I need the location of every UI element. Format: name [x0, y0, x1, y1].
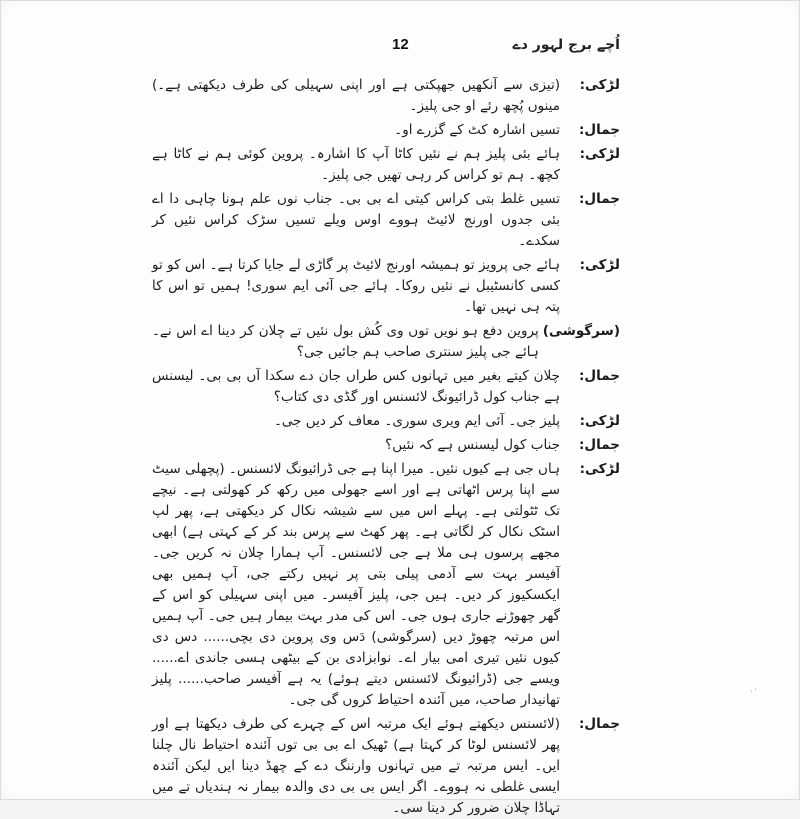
dialogue-text: (تیزی سے آنکھیں جھپکتی ہے اور اپنی سہیلی کی طرف دیکھتی ہے۔) مینوں پُچھ رئے او جی پلیز۔	[152, 77, 560, 114]
dialogue-row	[152, 435, 620, 456]
dialogue-text: ہاں جی ہے کیوں نئیں۔ میرا اپنا ہے جی ڈرائیونگ لائسنس۔ (پچھلی سیٹ سے اپنا پرس اٹھاتی ہے اور اسے جھولی میں رکھ کر کھولتی ہے۔ نیچے تک ٹٹولتی ہے۔ پہلے اس میں سے شیشہ نکال کر دیکھتی ہے، پھر لپ اسٹک نکال کر لگاتی ہے۔ پھر کھٹ سے پرس بند کر کے کہتی ہے) ابھی مجھے پرسوں ہی ملا ہے جی لائسنس۔ آپ ہمارا چلان نہ کریں جی۔ آفیسر بہت سے آدمی پیلی بتی پر نہیں رکتے جی، آپ ہمیں بھی ایکسکیوز کر دیں۔ ہیں جی، پلیز آفیسر۔ میں اپنی سہیلی کو اس کے گھر چھوڑنے جاری ہوں جی۔ اس کی مدر بہت بیمار ہیں جی۔ آپ ہمیں اس مرتبہ چھوڑ دیں (سرگوشی) دَس وی پروین دی بچی...... دس دی کیوں نئیں تیری امی بیار اے۔ نوابزادی بن کے بیٹھی ہسی جاندی اے...... ویسے جی (ڈرائیونگ لائسنس دیتے ہوئے) یہ ہے آفیسر صاحب...... پلیز تھانیدار صاحب، میں آئندہ احتیاط کروں گی جی۔	[152, 461, 560, 708]
speaker-label: لڑکی:	[579, 413, 620, 429]
dialogue-text: تسیں اشارہ کٹ کے گزرے او۔	[394, 122, 560, 138]
dialogue-row	[152, 255, 620, 318]
speaker-label: لڑکی:	[579, 146, 620, 162]
speaker-label: (سرگوشی)	[542, 323, 620, 339]
dialogue-row	[152, 189, 620, 252]
running-title: اُچے برج لہور دے	[512, 37, 620, 53]
dialogue-row	[152, 321, 620, 363]
dialogue-row	[152, 144, 620, 186]
page-number: 12	[392, 36, 409, 53]
dialogue-text: ہائے بئی پلیز ہم نے نئیں کاٹا آپ کا اشارہ۔ پروین کوئی ہم نے کاٹا ہے کچھ۔ ہم تو کراس کر رہی تھیں جی پلیز۔	[152, 146, 560, 183]
speaker-label: لڑکی:	[579, 77, 620, 93]
dialogue-row	[152, 120, 620, 141]
dialogue-row	[152, 75, 620, 117]
dialogue-text: چلان کیتے بغیر میں تہانوں کس طراں جان دے سکدا آں بی بی۔ لیسنس ہے جناب کول ڈرائیونگ لائسنس اور گڈی دی کتاب؟	[152, 368, 560, 405]
speaker-label: جمال:	[579, 437, 620, 453]
dialogue-row	[152, 366, 620, 408]
speaker-label: جمال:	[579, 368, 620, 384]
dialogue-text: جناب کول لیسنس ہے کہ نئیں؟	[385, 437, 560, 453]
page-content	[152, 36, 620, 816]
scan-artifact: ·.	[750, 685, 758, 695]
dialogue-text: ہائے جی پرویز تو ہمیشہ اورنج لائیٹ پر گاڑی لے جایا کرتا ہے۔ اس کو تو کسی کانسٹیبل نے نئیں روکا۔ ہائے جی آئی ایم سوری! ہمیں تو اس کا پتہ ہی نہیں تھا۔	[152, 257, 560, 315]
page-header	[152, 36, 620, 53]
dialogue-text: تسیں غلط بتی کراس کیتی اے بی بی۔ جناب نوں علم ہونا چاہی دا اے بئی جدوں اورنج لائیٹ ہووے اوس ویلے تسیں سڑک کراس نئیں کر سکدے۔	[152, 191, 560, 249]
dialogue-text: (لائسنس دیکھتے ہوئے ایک مرتبہ اس کے چہرے کی طرف دیکھتا ہے اور پھر لائسنس لوٹا کر کہتا ہے) ٹھیک اے بی بی توں آئندہ احتیاط نال چلنا ایں۔ ایس مرتبہ تے میں تہانوں وارننگ دے کے چھڈ دینا ایں لیکن آئندہ ایسی غلطی نہ ہووے۔ اگر ایس بی بی دی والدہ بیمار نہ ہندیاں تے میں تہاڈا چلان ضرور کر دینا سی۔	[152, 716, 560, 816]
dialogue-row	[152, 459, 620, 711]
speaker-label: جمال:	[579, 191, 620, 207]
dialogue-row	[152, 411, 620, 432]
speaker-label: جمال:	[579, 716, 620, 732]
dialogue-text: پروین دفع ہو نویں توں وی کُش بول نئیں تے چلان کر دینا اے اس نے۔ ہائے جی پلیز سنتری صاحب ہم جائیں جی؟	[152, 323, 539, 360]
speaker-label: لڑکی:	[579, 257, 620, 273]
speaker-label: جمال:	[579, 122, 620, 138]
dialogue-list	[152, 75, 620, 819]
dialogue-row	[152, 714, 620, 819]
speaker-label: لڑکی:	[579, 461, 620, 477]
dialogue-text: پلیز جی۔ آئی ایم ویری سوری۔ معاف کر دیں جی۔	[274, 413, 560, 429]
